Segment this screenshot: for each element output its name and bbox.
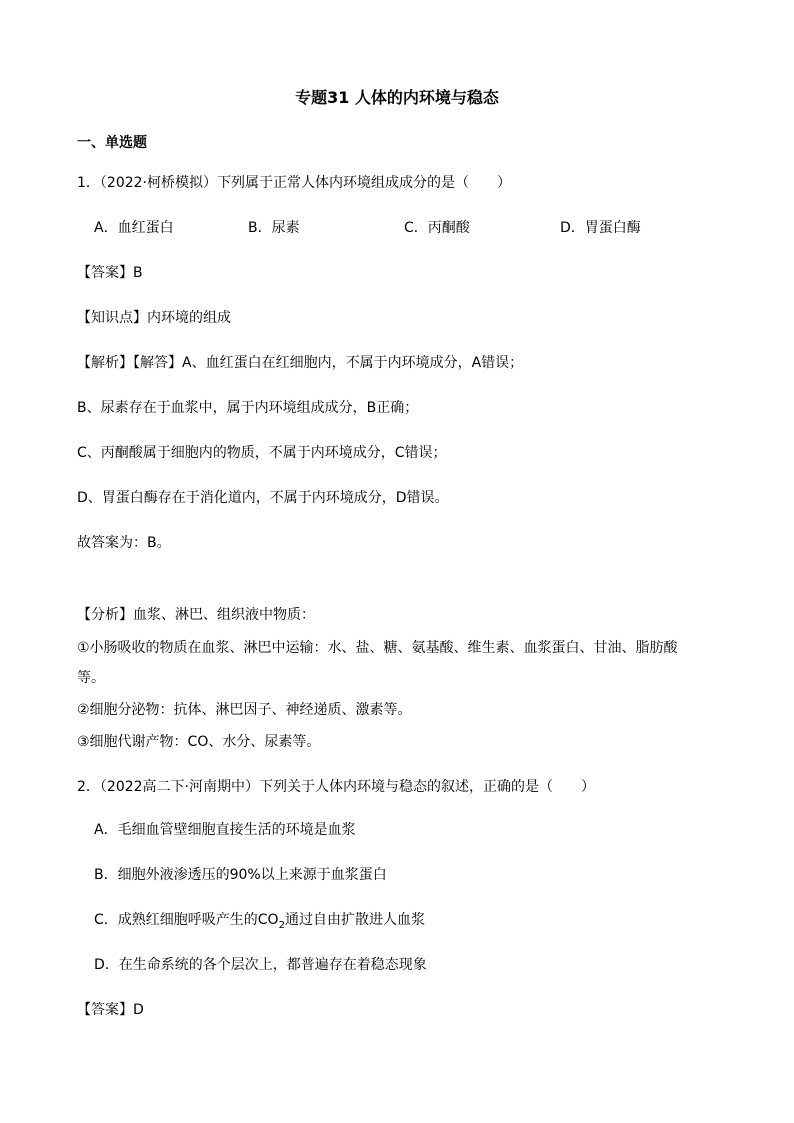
q1-analysis-line: B、尿素存在于血浆中，属于内环境组成成分，B正确； bbox=[77, 400, 419, 416]
q2-option-a: A．毛细血管壁细胞直接生活的环境是血浆 bbox=[94, 822, 356, 838]
q1-option-c: C．丙酮酸 bbox=[404, 220, 470, 236]
q2-option-c-subscript: 2 bbox=[278, 919, 285, 931]
q1-fenxi-item-cont: 等。 bbox=[77, 670, 105, 686]
q2-option-c bbox=[94, 910, 425, 936]
q1-fenxi-item: ②细胞分泌物：抗体、淋巴因子、神经递质、激素等。 bbox=[77, 702, 412, 718]
question-2-stem: 2．（2022高二下·河南期中）下列关于人体内环境与稳态的叙述，正确的是（ ） bbox=[77, 779, 595, 795]
q1-knowledge-point: 【知识点】内环境的组成 bbox=[77, 310, 231, 326]
page-title: 专题31 人体的内环境与稳态 bbox=[295, 88, 499, 107]
q2-option-c-text: C．成熟红细胞呼吸产生的CO bbox=[94, 912, 279, 928]
section-heading: 一、单选题 bbox=[77, 135, 147, 151]
q1-analysis-line: C、丙酮酸属于细胞内的物质，不属于内环境成分，C错误； bbox=[77, 445, 447, 461]
q1-fenxi-item: ①小肠吸收的物质在血浆、淋巴中运输：水、盐、糖、氨基酸、维生素、血浆蛋白、甘油、脂肪酸 bbox=[77, 640, 678, 656]
q1-option-b: B．尿素 bbox=[248, 220, 300, 236]
q1-analysis-line: D、胃蛋白酶存在于消化道内，不属于内环境成分，D错误。 bbox=[77, 490, 449, 506]
q1-analysis-line: 【解析】【解答】A、血红蛋白在红细胞内，不属于内环境成分，A错误； bbox=[77, 355, 524, 371]
q1-analysis-conclusion: 故答案为：B。 bbox=[77, 535, 171, 551]
q1-answer: 【答案】B bbox=[77, 265, 143, 281]
q2-option-b: B．细胞外液渗透压的90%以上来源于血浆蛋白 bbox=[94, 867, 387, 883]
q1-fenxi-heading: 【分析】血浆、淋巴、组织液中物质： bbox=[77, 607, 315, 623]
q2-option-d: D．在生命系统的各个层次上，都普遍存在着稳态现象 bbox=[94, 957, 427, 973]
question-1-stem: 1．（2022·柯桥模拟）下列属于正常人体内环境组成成分的是（ ） bbox=[77, 175, 511, 191]
q2-option-c-text-rest: 通过自由扩散进人血浆 bbox=[284, 912, 425, 928]
question-1-options bbox=[0, 218, 794, 238]
q1-option-d: D．胃蛋白酶 bbox=[560, 220, 641, 236]
q1-fenxi-item: ③细胞代谢产物：CO、水分、尿素等。 bbox=[77, 734, 321, 750]
q2-answer: 【答案】D bbox=[77, 1002, 144, 1018]
q1-option-a: A．血红蛋白 bbox=[94, 220, 174, 236]
